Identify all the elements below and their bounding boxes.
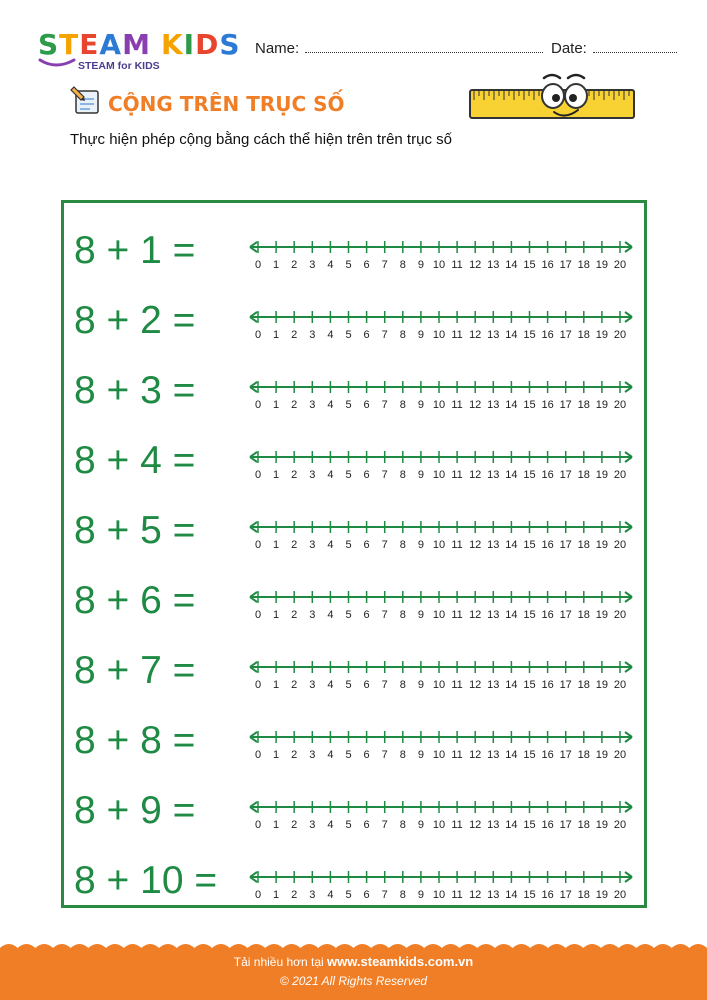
number-line-label: 4 [327, 749, 334, 761]
number-line-label: 8 [399, 539, 406, 551]
number-line-label: 20 [613, 819, 627, 831]
number-line-label: 20 [613, 399, 627, 411]
number-line-label: 20 [613, 259, 627, 271]
number-line-label: 4 [327, 609, 334, 621]
number-line-label: 14 [505, 609, 518, 621]
number-line-label: 6 [363, 259, 370, 271]
number-line-label: 2 [291, 749, 298, 761]
footer-download-line [0, 954, 707, 969]
number-line-label: 16 [541, 609, 554, 621]
number-line-label: 8 [399, 679, 406, 691]
number-line[interactable] [248, 514, 640, 554]
logo-letter: T [59, 28, 80, 61]
number-line-label: 2 [291, 259, 298, 271]
number-line-label: 6 [363, 749, 370, 761]
number-line-label: 5 [345, 259, 352, 271]
number-line-label: 8 [399, 889, 406, 901]
number-line-label: 8 [399, 609, 406, 621]
number-line-label: 20 [613, 469, 627, 481]
number-line-label: 12 [469, 889, 482, 901]
number-line-label: 3 [309, 399, 316, 411]
number-line-label: 7 [381, 399, 388, 411]
number-line-label: 10 [432, 889, 446, 901]
number-line-label: 18 [577, 679, 590, 691]
number-line-label: 2 [291, 469, 298, 481]
number-line-label: 1 [273, 469, 280, 481]
number-line-label: 16 [541, 399, 554, 411]
number-line-label: 1 [273, 609, 280, 621]
number-line[interactable] [248, 374, 640, 414]
number-line-label: 19 [595, 889, 609, 901]
number-line-label: 10 [432, 469, 446, 481]
number-line-label: 14 [505, 469, 518, 481]
logo-letter: A [99, 28, 123, 61]
number-line-label: 7 [381, 889, 388, 901]
number-line-label: 8 [399, 819, 406, 831]
number-line-label: 11 [451, 539, 463, 551]
number-line-label: 16 [541, 749, 554, 761]
number-line-label: 18 [577, 469, 590, 481]
number-line-label: 6 [363, 539, 370, 551]
number-line-label: 15 [523, 329, 536, 341]
number-line-label: 6 [363, 819, 370, 831]
number-line-label: 2 [291, 329, 298, 341]
footer-copyright: © 2021 All Rights Reserved [279, 974, 428, 988]
number-line-label: 7 [381, 329, 388, 341]
date-underline[interactable] [593, 40, 677, 53]
number-line-label: 1 [273, 749, 280, 761]
number-line-label: 16 [541, 329, 554, 341]
number-line-label: 13 [487, 819, 500, 831]
problem-row [64, 351, 644, 421]
number-line-label: 3 [309, 469, 316, 481]
number-line-label: 0 [254, 679, 262, 691]
number-line-label: 3 [309, 889, 316, 901]
number-line-label: 17 [559, 609, 572, 621]
number-line-label: 17 [559, 329, 572, 341]
number-line-label: 12 [469, 329, 482, 341]
number-line-label: 10 [432, 329, 446, 341]
number-line-label: 19 [595, 539, 609, 551]
problem-expression: 8 + 9 = [74, 789, 196, 832]
number-line-label: 7 [381, 539, 388, 551]
problem-expression: 8 + 1 = [74, 229, 196, 272]
number-line[interactable] [248, 724, 640, 764]
number-line-label: 7 [381, 609, 388, 621]
number-line-label: 12 [469, 609, 482, 621]
number-line-label: 11 [451, 749, 463, 761]
number-line-label: 2 [291, 539, 298, 551]
number-line-label: 12 [469, 259, 482, 271]
number-line-label: 20 [613, 889, 627, 901]
footer-website-link[interactable]: www.steamkids.com.vn [327, 954, 474, 969]
number-line-label: 4 [327, 889, 334, 901]
number-line-label: 15 [523, 609, 536, 621]
logo-tagline: STEAM for KIDS [78, 60, 160, 72]
number-line-label: 9 [417, 539, 424, 551]
pencil-paper-icon [70, 85, 104, 117]
number-line-label: 16 [541, 819, 554, 831]
number-line-label: 3 [309, 679, 316, 691]
number-line-label: 3 [309, 539, 316, 551]
name-label: Name: [255, 40, 300, 57]
number-line-label: 0 [254, 749, 262, 761]
number-line-label: 12 [469, 469, 482, 481]
number-line-label: 12 [469, 819, 482, 831]
number-line-label: 15 [523, 539, 536, 551]
name-underline[interactable] [305, 40, 543, 53]
number-line-label: 14 [505, 329, 518, 341]
date-field[interactable] [551, 40, 677, 57]
number-line-label: 11 [451, 889, 463, 901]
number-line-label: 0 [254, 889, 262, 901]
number-line-label: 5 [345, 889, 352, 901]
logo-letter: S [219, 28, 241, 61]
number-line-label: 5 [345, 469, 352, 481]
steam-kids-logo [38, 28, 241, 76]
number-line-label: 13 [487, 539, 500, 551]
logo-letter: I [183, 28, 196, 61]
number-line-label: 18 [577, 749, 590, 761]
logo-swoosh-icon [38, 56, 78, 70]
number-line-label: 10 [432, 399, 446, 411]
logo-letter: D [195, 28, 220, 61]
number-line-label: 3 [309, 329, 316, 341]
number-line-label: 13 [487, 749, 500, 761]
number-line-label: 7 [381, 749, 388, 761]
number-line-label: 16 [541, 539, 554, 551]
number-line-label: 6 [363, 679, 370, 691]
number-line-label: 14 [505, 679, 518, 691]
problem-expression: 8 + 7 = [74, 649, 196, 692]
number-line-label: 0 [254, 259, 262, 271]
number-line[interactable] [248, 864, 640, 904]
problem-row [64, 771, 644, 841]
number-line-label: 17 [559, 259, 572, 271]
number-line-label: 6 [363, 609, 370, 621]
number-line-label: 17 [559, 749, 572, 761]
problem-row [64, 211, 644, 281]
problem-expression: 8 + 6 = [74, 579, 196, 622]
number-line-label: 18 [577, 259, 590, 271]
footer-download-prefix: Tải nhiều hơn tại [233, 955, 324, 969]
number-line-label: 2 [291, 679, 298, 691]
number-line-label: 13 [487, 609, 500, 621]
number-line-label: 14 [505, 399, 518, 411]
number-line-label: 6 [363, 399, 370, 411]
number-line-label: 1 [273, 889, 280, 901]
problems-frame [61, 200, 647, 908]
number-line-label: 0 [254, 329, 262, 341]
number-line-label: 2 [291, 819, 298, 831]
number-line-label: 3 [309, 259, 316, 271]
problem-expression: 8 + 8 = [74, 719, 196, 762]
number-line-label: 9 [417, 749, 424, 761]
number-line-label: 0 [254, 469, 262, 481]
number-line-label: 9 [417, 609, 424, 621]
number-line-label: 19 [595, 609, 609, 621]
number-line-label: 13 [487, 469, 500, 481]
number-line-label: 11 [451, 329, 463, 341]
number-line-label: 11 [451, 399, 463, 411]
number-line-label: 2 [291, 399, 298, 411]
number-line-label: 11 [451, 259, 463, 271]
number-line-label: 17 [559, 819, 572, 831]
problem-row [64, 701, 644, 771]
number-line-label: 9 [417, 329, 424, 341]
problem-row [64, 631, 644, 701]
problem-expression: 8 + 2 = [74, 299, 196, 342]
number-line-label: 9 [417, 259, 424, 271]
logo-letter: K [160, 28, 184, 61]
number-line-label: 7 [381, 469, 388, 481]
number-line-label: 18 [577, 819, 590, 831]
number-line-label: 1 [273, 399, 280, 411]
number-line-label: 17 [559, 889, 572, 901]
number-line-label: 10 [432, 539, 446, 551]
number-line-label: 3 [309, 749, 316, 761]
number-line-label: 5 [345, 329, 352, 341]
date-label: Date: [551, 40, 587, 57]
number-line-label: 15 [523, 889, 536, 901]
logo-letter: E [79, 28, 100, 61]
number-line-label: 3 [309, 609, 316, 621]
number-line-label: 1 [273, 679, 280, 691]
number-line-label: 20 [613, 679, 627, 691]
number-line-label: 8 [399, 259, 406, 271]
number-line-label: 19 [595, 259, 609, 271]
number-line-label: 17 [559, 469, 572, 481]
number-line-label: 1 [273, 539, 280, 551]
number-line-label: 8 [399, 329, 406, 341]
number-line-label: 5 [345, 749, 352, 761]
number-line-label: 20 [613, 609, 627, 621]
problem-row [64, 841, 644, 911]
number-line-label: 2 [291, 889, 298, 901]
number-line-label: 19 [595, 469, 609, 481]
problem-expression: 8 + 5 = [74, 509, 196, 552]
number-line-label: 12 [469, 749, 482, 761]
number-line-label: 18 [577, 609, 590, 621]
number-line-label: 1 [273, 329, 280, 341]
number-line-label: 10 [432, 749, 446, 761]
number-line-label: 16 [541, 469, 554, 481]
page-title: CỘNG TRÊN TRỤC SỐ [108, 92, 345, 116]
footer-wave-background [0, 940, 707, 1000]
number-line-label: 17 [559, 399, 572, 411]
number-line[interactable] [248, 444, 640, 484]
number-line-label: 15 [523, 469, 536, 481]
number-line-label: 14 [505, 539, 518, 551]
number-line-label: 12 [469, 539, 482, 551]
name-field[interactable] [255, 40, 543, 57]
ruler-mascot-icon [468, 68, 638, 124]
number-line-label: 7 [381, 259, 388, 271]
number-line[interactable] [248, 654, 640, 694]
problem-expression: 8 + 10 = [74, 859, 218, 902]
number-line-label: 9 [417, 889, 424, 901]
number-line-label: 11 [451, 609, 463, 621]
number-line-label: 5 [345, 609, 352, 621]
number-line-label: 11 [451, 819, 463, 831]
number-line[interactable] [248, 584, 640, 624]
number-line-label: 9 [417, 679, 424, 691]
number-line[interactable] [248, 234, 640, 274]
number-line-label: 16 [541, 259, 554, 271]
number-line-label: 4 [327, 329, 334, 341]
number-line-label: 18 [577, 329, 590, 341]
number-line-label: 4 [327, 259, 334, 271]
number-line-label: 14 [505, 259, 518, 271]
problem-row [64, 421, 644, 491]
number-line-label: 5 [345, 819, 352, 831]
number-line-label: 11 [451, 679, 463, 691]
logo-letter: M [122, 28, 151, 61]
number-line-label: 12 [469, 679, 482, 691]
number-line-label: 19 [595, 679, 609, 691]
problem-row [64, 561, 644, 631]
number-line[interactable] [248, 794, 640, 834]
number-line-label: 15 [523, 749, 536, 761]
number-line-label: 8 [399, 749, 406, 761]
number-line-label: 1 [273, 259, 280, 271]
number-line-label: 4 [327, 399, 334, 411]
number-line-label: 14 [505, 889, 518, 901]
number-line-label: 20 [613, 329, 627, 341]
number-line-label: 15 [523, 679, 536, 691]
number-line-label: 0 [254, 539, 262, 551]
number-line-label: 1 [273, 819, 280, 831]
number-line-label: 19 [595, 819, 609, 831]
number-line-label: 4 [327, 539, 334, 551]
number-line-label: 6 [363, 329, 370, 341]
number-line-label: 19 [595, 749, 609, 761]
number-line-label: 13 [487, 679, 500, 691]
number-line-label: 16 [541, 679, 554, 691]
number-line-label: 10 [432, 819, 446, 831]
number-line-label: 14 [505, 819, 518, 831]
logo-letter: S [38, 28, 60, 61]
problem-expression: 8 + 4 = [74, 439, 196, 482]
number-line-label: 19 [595, 399, 609, 411]
number-line-label: 10 [432, 259, 446, 271]
number-line-label: 13 [487, 329, 500, 341]
number-line-label: 5 [345, 399, 352, 411]
number-line-label: 7 [381, 819, 388, 831]
number-line-label: 8 [399, 399, 406, 411]
number-line-label: 18 [577, 539, 590, 551]
number-line-label: 13 [487, 399, 500, 411]
number-line-label: 6 [363, 889, 370, 901]
number-line-label: 9 [417, 469, 424, 481]
number-line-label: 10 [432, 679, 446, 691]
number-line-label: 0 [254, 819, 262, 831]
number-line[interactable] [248, 304, 640, 344]
footer-band [0, 944, 707, 1000]
number-line-label: 2 [291, 609, 298, 621]
instruction-text: Thực hiện phép cộng bằng cách thể hiện trên trên trục số [70, 131, 452, 148]
number-line-label: 13 [487, 259, 500, 271]
problem-expression: 8 + 3 = [74, 369, 196, 412]
number-line-label: 6 [363, 469, 370, 481]
number-line-label: 15 [523, 259, 536, 271]
number-line-label: 0 [254, 609, 262, 621]
number-line-label: 16 [541, 889, 554, 901]
number-line-label: 12 [469, 399, 482, 411]
number-line-label: 9 [417, 399, 424, 411]
number-line-label: 3 [309, 819, 316, 831]
number-line-label: 11 [451, 469, 463, 481]
number-line-label: 5 [345, 539, 352, 551]
footer [0, 940, 707, 1000]
number-line-label: 10 [432, 609, 446, 621]
number-line-label: 18 [577, 889, 590, 901]
number-line-label: 20 [613, 749, 627, 761]
number-line-label: 7 [381, 679, 388, 691]
number-line-label: 15 [523, 819, 536, 831]
number-line-label: 13 [487, 889, 500, 901]
problem-row [64, 281, 644, 351]
number-line-label: 18 [577, 399, 590, 411]
number-line-label: 17 [559, 539, 572, 551]
number-line-label: 8 [399, 469, 406, 481]
number-line-label: 5 [345, 679, 352, 691]
number-line-label: 4 [327, 819, 334, 831]
number-line-label: 14 [505, 749, 518, 761]
number-line-label: 9 [417, 819, 424, 831]
number-line-label: 15 [523, 399, 536, 411]
number-line-label: 19 [595, 329, 609, 341]
number-line-label: 20 [613, 539, 627, 551]
number-line-label: 4 [327, 679, 334, 691]
problem-row [64, 491, 644, 561]
number-line-label: 17 [559, 679, 572, 691]
number-line-label: 4 [327, 469, 334, 481]
number-line-label: 0 [254, 399, 262, 411]
